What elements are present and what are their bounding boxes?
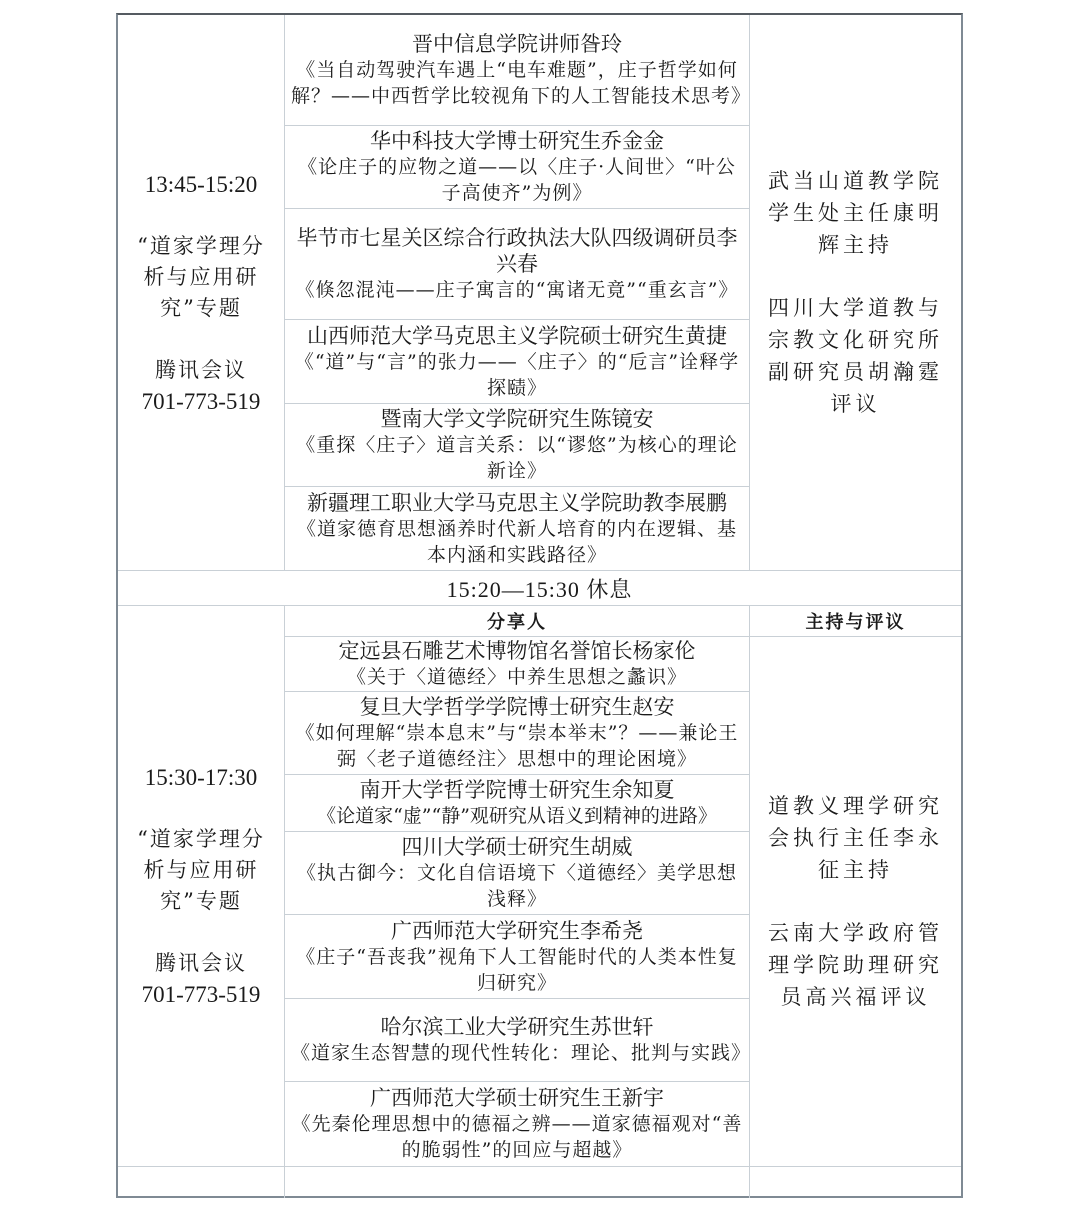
commentator-line: 评议 — [830, 392, 881, 416]
speaker-name: 晋中信息学院讲师昝玲 — [412, 32, 622, 56]
header-label: 分享人 — [487, 612, 547, 633]
session1-info-cell — [118, 15, 285, 570]
speaker-cell — [285, 125, 750, 208]
session2-topic-line: “道家学理分 — [137, 827, 265, 851]
session1-meeting-id: 701-773-519 — [141, 388, 261, 414]
schedule-table — [116, 13, 963, 1198]
commentator-line: 云南大学政府管 — [768, 921, 943, 945]
speaker-cell — [285, 403, 750, 486]
commentator-line: 理学院助理研究 — [768, 953, 943, 977]
commentator-line: 副研究员胡瀚霆 — [768, 360, 943, 384]
host-line: 道教义理学研究 — [768, 794, 943, 818]
break-row — [118, 570, 961, 605]
speaker-cell — [285, 914, 750, 998]
session2-topic-line: 析与应用研 — [143, 858, 259, 882]
speaker-name: 新疆理工职业大学马克思主义学院助教李展鹏 — [307, 490, 727, 515]
session1-topic-line: 究”专题 — [160, 295, 242, 320]
session2-meeting-id: 701-773-519 — [141, 982, 261, 1007]
commentator-line: 员高兴福评议 — [780, 985, 931, 1009]
speaker-name: 暨南大学文学院研究生陈镜安 — [380, 407, 654, 431]
speaker-name: 广西师范大学研究生李希尧 — [391, 918, 643, 943]
speaker-name: 广西师范大学硕士研究生王新宇 — [370, 1086, 664, 1110]
session1-platform: 腾讯会议 — [155, 357, 247, 382]
header-label: 主持与评议 — [805, 612, 906, 633]
paper-title: 《关于〈道德经〉中养生思想之蠡识》 — [346, 666, 687, 688]
break-label: 15:20—15:30 休息 — [446, 576, 633, 602]
speaker-cell — [285, 636, 750, 691]
speaker-name: 南开大学哲学院博士研究生余知夏 — [359, 778, 675, 802]
speaker-cell — [285, 15, 750, 125]
header-host-col — [750, 605, 961, 636]
commentator-line: 四川大学道教与 — [768, 296, 943, 320]
empty-cell — [285, 1166, 750, 1198]
speaker-cell — [285, 319, 750, 403]
session2-platform: 腾讯会议 — [155, 951, 247, 975]
speaker-name: 山西师范大学马克思主义学院硕士研究生黄捷 — [307, 323, 727, 348]
paper-title: 《道家生态智慧的现代性转化：理论、批判与实践》 — [291, 1042, 752, 1064]
paper-title: 《“道”与“言”的张力——〈庄子〉的“卮言”诠释学探赜》 — [294, 350, 740, 399]
paper-title: 《当自动驾驶汽车遇上“电车难题”，庄子哲学如何解？——中西哲学比较视角下的人工智能技术思考》 — [291, 59, 752, 107]
paper-title: 《庄子“吾丧我”视角下人工智能时代的人类本性复归研究》 — [296, 945, 738, 994]
speaker-name: 哈尔滨工业大学研究生苏世轩 — [380, 1015, 654, 1039]
session2-host-cell — [750, 636, 961, 1166]
paper-title: 《道家德育思想涵养时代新人培育的内在逻辑、基本内涵和实践路径》 — [296, 517, 737, 566]
host-line: 辉主持 — [818, 233, 893, 257]
session2-topic-line: 究”专题 — [160, 889, 242, 913]
paper-title: 《如何理解“崇本息末”与“崇本举末”？——兼论王弼〈老子道德经注〉思想中的理论困境》 — [295, 722, 739, 770]
speaker-cell — [285, 1081, 750, 1166]
speaker-name: 华中科技大学博士研究生乔金金 — [370, 129, 664, 153]
host-line: 会执行主任李永 — [768, 826, 943, 850]
paper-title: 《执古御今：文化自信语境下〈道德经〉美学思想浅释》 — [296, 862, 737, 910]
header-speaker-col — [285, 605, 750, 636]
speaker-cell — [285, 486, 750, 570]
speaker-cell — [285, 691, 750, 774]
session1-time: 13:45-15:20 — [144, 171, 258, 197]
paper-title: 《重探〈庄子〉道言关系：以“谬悠”为核心的理论新诠》 — [296, 434, 738, 482]
session2-time: 15:30-17:30 — [144, 765, 258, 790]
host-line: 学生处主任康明 — [768, 201, 943, 225]
speaker-name: 复旦大学哲学学院博士研究生赵安 — [359, 695, 675, 719]
paper-title: 《论庄子的应物之道——以〈庄子·人间世〉“叶公子高使齐”为例》 — [298, 156, 736, 204]
speaker-cell — [285, 774, 750, 831]
speaker-cell — [285, 831, 750, 914]
speaker-cell — [285, 208, 750, 319]
empty-cell — [750, 1166, 961, 1198]
empty-cell — [118, 1166, 285, 1198]
host-line: 武当山道教学院 — [768, 169, 943, 193]
session1-host-cell — [750, 15, 961, 570]
paper-title: 《论道家“虚”“静”观研究从语义到精神的进路》 — [317, 805, 717, 827]
paper-title: 《先秦伦理思想中的德福之辨——道家德福观对“善的脆弱性”的回应与超越》 — [291, 1113, 743, 1161]
speaker-name: 毕节市七星关区综合行政执法大队四级调研员李兴春 — [296, 226, 738, 276]
speaker-name: 四川大学硕士研究生胡威 — [401, 835, 633, 859]
paper-title: 《倏忽混沌——庄子寓言的“寓诸无竟”“重玄言”》 — [295, 279, 739, 301]
speaker-cell — [285, 998, 750, 1081]
host-line: 征主持 — [818, 858, 893, 882]
speaker-name: 定远县石雕艺术博物馆名誉馆长杨家伦 — [338, 639, 696, 663]
session2-info-cell — [118, 605, 285, 1166]
session1-topic-line: 析与应用研 — [143, 264, 259, 289]
session1-topic-line: “道家学理分 — [137, 233, 265, 258]
commentator-line: 宗教文化研究所 — [768, 328, 943, 352]
